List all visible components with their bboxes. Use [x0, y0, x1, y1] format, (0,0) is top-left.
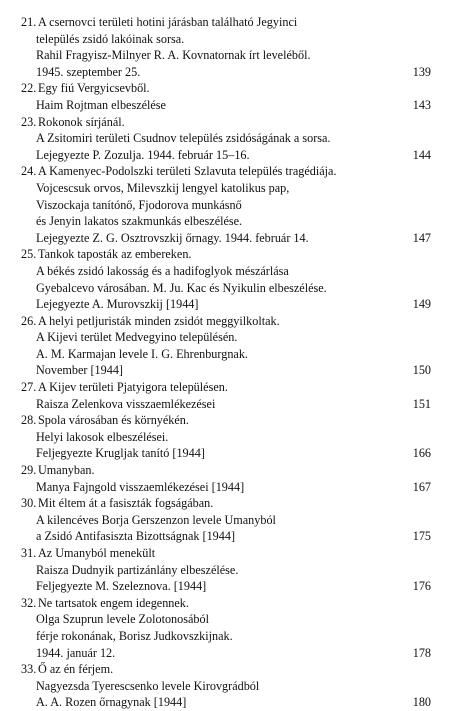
toc-entry-line — [0, 114, 451, 131]
entry-number: 27. — [21, 380, 37, 395]
entry-text: település zsidó lakóinak sorsa. — [36, 31, 185, 46]
toc-entry-line — [0, 47, 451, 64]
entry-number: 28. — [21, 413, 37, 428]
entry-number: 33. — [21, 662, 37, 677]
toc-entry-line — [0, 197, 451, 214]
toc-entry-line — [0, 130, 451, 147]
page-number: 167 — [412, 479, 431, 494]
toc-entry-line — [0, 329, 451, 346]
entry-text: Nagyezsda Tyerescsenko levele Kirovgrádból — [36, 678, 260, 693]
entry-text: Raisza Dudnyik partizánlány elbeszélése. — [36, 562, 239, 577]
entry-number: 24. — [21, 164, 37, 179]
toc-entry-line — [0, 296, 451, 313]
toc-entry-line — [0, 495, 451, 512]
toc-entry — [0, 545, 451, 595]
toc-entry-line — [0, 230, 451, 247]
entry-text: Viszockaja tanítónő, Fjodorova munkásnő — [36, 197, 242, 212]
entry-number: 30. — [21, 496, 37, 511]
page-number: 180 — [412, 695, 431, 710]
toc-entry-line — [0, 280, 451, 297]
toc-entry — [0, 495, 451, 545]
entry-title: A helyi petljuristák minden zsidót meggyilkoltak. — [38, 313, 280, 328]
toc-entry-line — [0, 479, 451, 496]
toc-entry — [0, 246, 451, 312]
toc-entry-line — [0, 362, 451, 379]
toc-entry-line — [0, 645, 451, 662]
entry-text: férje rokonának, Borisz Judkovszkijnak. — [36, 628, 233, 643]
page-number: 144 — [412, 147, 431, 162]
entry-text: Raisza Zelenkova visszaemlékezései — [36, 396, 216, 411]
entry-text: a Zsidó Antifasiszta Bizottságnak [1944] — [36, 529, 236, 544]
entry-number: 23. — [21, 114, 37, 129]
entry-text: Haim Rojtman elbeszélése — [36, 97, 166, 112]
entry-title: Spola városában és környékén. — [38, 413, 189, 428]
toc-entry — [0, 80, 451, 113]
toc-entry-line — [0, 213, 451, 230]
page-number: 149 — [412, 297, 431, 312]
toc-entry-line — [0, 346, 451, 363]
entry-text: A kilencéves Borja Gerszenzon levele Umanyból — [36, 512, 276, 527]
page-number: 147 — [412, 230, 431, 245]
toc-entry — [0, 661, 451, 711]
entry-title: A Kamenyec-Podolszki területi Szlavuta település tragédiája. — [38, 164, 337, 179]
entry-text: Manya Fajngold visszaemlékezései [1944] — [36, 479, 245, 494]
toc-entry — [0, 313, 451, 379]
toc-entry-line — [0, 445, 451, 462]
toc-entry-line — [0, 429, 451, 446]
toc-entry-line — [0, 246, 451, 263]
toc-entry-line — [0, 80, 451, 97]
entry-title: Mit éltem át a fasiszták fogságában. — [38, 496, 214, 511]
entry-title: A csernovci területi hotini járásban található Jegyinci — [38, 15, 298, 29]
toc-entry-line — [0, 379, 451, 396]
entry-text: Rahil Fragyisz-Milnyer R. A. Kovnatornak írt leveléből. — [36, 48, 311, 63]
entry-text: Lejegyezte Z. G. Osztrovszkij őrnagy. 1944. február 14. — [36, 230, 309, 245]
entry-text: November [1944] — [36, 363, 123, 378]
toc-entry-line — [0, 578, 451, 595]
toc-entry-line — [0, 562, 451, 579]
toc-entry-line — [0, 147, 451, 164]
toc-entry — [0, 412, 451, 462]
toc-entry-line — [0, 263, 451, 280]
entry-text: A Kijevi terület Medvegyino településén. — [36, 330, 238, 345]
entry-text: Gyebalcevo városában. M. Ju. Kac és Nyikulin elbeszélése. — [36, 280, 327, 295]
toc-entry-line — [0, 14, 451, 31]
page-number: 139 — [412, 64, 431, 79]
page-number: 166 — [412, 446, 431, 461]
toc-entry — [0, 163, 451, 246]
entry-number: 26. — [21, 313, 37, 328]
toc-entry — [0, 114, 451, 164]
toc-entry-line — [0, 462, 451, 479]
toc-entry-line — [0, 180, 451, 197]
entry-title: Ő az én férjem. — [38, 662, 114, 677]
entry-text: A békés zsidó lakosság és a hadifoglyok mészárlása — [36, 263, 289, 278]
entry-text: 1944. január 12. — [36, 645, 116, 660]
entry-number: 31. — [21, 546, 37, 560]
entry-title: Egy fiú Vergyicsevből. — [38, 81, 150, 96]
entry-text: Olga Szuprun levele Zolotonosából — [36, 612, 209, 627]
toc-entry-line — [0, 661, 451, 678]
page-number: 151 — [412, 396, 431, 411]
entry-title: Az Umanyból menekült — [38, 546, 156, 560]
entry-title: Umanyban. — [38, 463, 95, 478]
toc-entry-line — [0, 396, 451, 413]
toc-entry-line — [0, 628, 451, 645]
entry-number: 29. — [21, 463, 37, 478]
entry-text: Helyi lakosok elbeszélései. — [36, 429, 169, 444]
toc-entry-line — [0, 412, 451, 429]
page-number: 175 — [412, 529, 431, 544]
entry-title: Ne tartsatok engem idegennek. — [38, 595, 189, 610]
page-number: 176 — [412, 579, 431, 594]
entry-text: A. A. Rozen őrnagynak [1944] — [36, 695, 187, 710]
toc-entry-line — [0, 528, 451, 545]
entry-text: 1945. szeptember 25. — [36, 64, 141, 79]
entry-title: Tankok taposták az embereken. — [38, 247, 192, 262]
page-number: 178 — [412, 645, 431, 660]
toc-entry-line — [0, 595, 451, 612]
entry-text: Vojcescsuk orvos, Milevszkij lengyel katolikus pap, — [36, 180, 290, 195]
entry-title: Rokonok sírjánál. — [38, 114, 125, 129]
page-number: 143 — [412, 97, 431, 112]
entry-text: és Jenyin lakatos szakmunkás elbeszélése. — [36, 214, 243, 229]
entry-number: 21. — [21, 15, 37, 29]
toc-entry-line — [0, 678, 451, 695]
entry-title: A Kijev területi Pjatyigora településen. — [38, 380, 228, 395]
toc-entry-line — [0, 545, 451, 562]
entry-text: Lejegyezte A. Murovszkij [1944] — [36, 297, 199, 312]
toc-entry-line — [0, 313, 451, 330]
entry-number: 22. — [21, 81, 37, 96]
entry-text: Feljegyezte M. Szeleznova. [1944] — [36, 579, 207, 594]
toc-entry-line — [0, 611, 451, 628]
page-number: 150 — [412, 363, 431, 378]
entry-text: Lejegyezte P. Zozulja. 1944. február 15–16. — [36, 147, 250, 162]
entry-number: 32. — [21, 595, 37, 610]
toc-entry-line — [0, 97, 451, 114]
toc-entry-line — [0, 512, 451, 529]
entry-number: 25. — [21, 247, 37, 262]
entry-text: A. M. Karmajan levele I. G. Ehrenburgnak. — [36, 346, 248, 361]
toc-entry — [0, 595, 451, 661]
toc-entry — [0, 379, 451, 412]
toc-entry-line — [0, 31, 451, 48]
toc-entry-line — [0, 694, 451, 711]
toc-entry-line — [0, 64, 451, 81]
table-of-contents — [0, 14, 451, 711]
toc-entry-line — [0, 163, 451, 180]
toc-entry — [0, 14, 451, 80]
toc-entry — [0, 462, 451, 495]
entry-text: A Zsitomiri területi Csudnov település zsidóságának a sorsa. — [36, 131, 331, 146]
entry-text: Feljegyezte Krugljak tanító [1944] — [36, 446, 205, 461]
